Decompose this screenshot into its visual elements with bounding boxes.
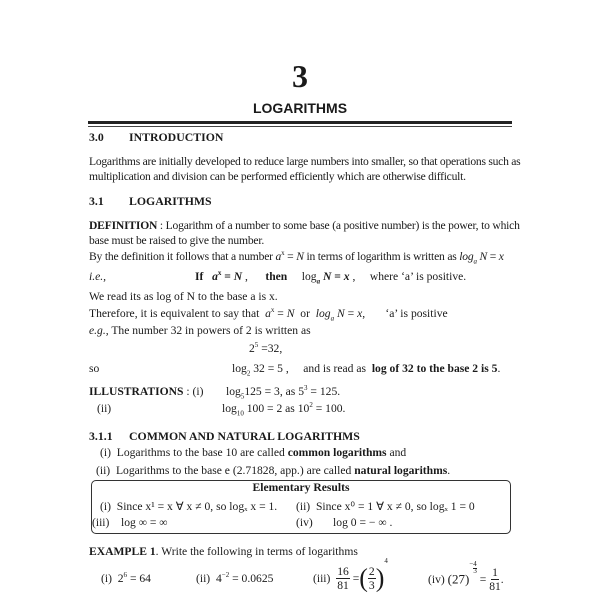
item-text: Logarithms to the base 10 are called xyxy=(116,446,288,459)
if-keyword: If xyxy=(195,270,204,283)
result-text: Since x¹ = x ∀ x ≠ 0, so logₓ x = 1. xyxy=(116,500,278,513)
fraction xyxy=(336,565,350,592)
intro-line-2: multiplication and division can be performed efficiently which are otherwise difficult. xyxy=(89,170,466,183)
item-label: (ii) xyxy=(96,464,111,477)
log-text: log xyxy=(222,402,237,415)
result-text: Since x⁰ = 1 ∀ x ≠ 0, so logₓ 1 = 0 xyxy=(315,500,475,513)
item-label: (ii) xyxy=(196,572,211,585)
item-bold: natural logarithms xyxy=(354,464,448,477)
eq-rhs: =32, xyxy=(258,342,283,355)
item-label: (iv) xyxy=(428,572,445,586)
expr-rest: 100 = 2 as 10 xyxy=(243,402,310,415)
eq-base: 2 xyxy=(249,342,255,355)
exponent-fraction: −4 3 xyxy=(469,560,477,575)
section-number: 3.1 xyxy=(89,194,104,208)
section-number: 3.1.1 xyxy=(89,429,113,443)
result-text: log 0 = − ∞ . xyxy=(333,516,393,529)
definition-line-1 xyxy=(89,219,520,232)
item-bold: common logarithms xyxy=(287,446,387,459)
illustration-i-label: : (i) xyxy=(183,385,204,398)
result-label: (i) xyxy=(100,500,111,513)
where-text: where ‘a’ is positive. xyxy=(369,270,467,283)
read-line: We read its as log of N to the base a is x. xyxy=(89,290,278,303)
item-end: and xyxy=(386,446,407,459)
illustrations-label: ILLUSTRATIONS xyxy=(89,385,184,398)
section-heading-logarithms xyxy=(89,194,212,209)
denominator: 81 xyxy=(489,579,501,593)
rhs: = 0.0625 xyxy=(229,572,274,585)
item-text: Logarithms to the base e (2.71828, app.) are called xyxy=(115,464,355,477)
exponent: 2 xyxy=(309,401,313,410)
period: . xyxy=(497,362,501,375)
eg-line xyxy=(89,324,311,337)
ie-label xyxy=(89,270,106,283)
elementary-results-title: Elementary Results xyxy=(252,481,350,494)
eg-label: e.g., xyxy=(89,324,109,337)
base: (27) xyxy=(447,571,470,587)
section-number: 3.0 xyxy=(89,130,104,144)
numerator: 1 xyxy=(492,565,498,579)
result-label: (iii) xyxy=(92,516,110,529)
section-heading-common-natural xyxy=(89,429,360,444)
therefore-line: Therefore, it is equivalent to say that $a^x = N$ or $\log_a N = x$, ‘a’ is positive xyxy=(89,306,448,323)
exponent: 3 xyxy=(304,384,308,393)
illustration-i-expr xyxy=(226,384,341,401)
then-keyword: then xyxy=(265,270,288,283)
definition-label: DEFINITION xyxy=(89,219,158,232)
eq-exponent: 5 xyxy=(254,341,259,350)
result-ii xyxy=(296,499,475,513)
therefore-text: Therefore, it is equivalent to say that xyxy=(89,307,260,320)
exponent: −2 xyxy=(221,571,230,580)
illustration-ii-label: (ii) xyxy=(97,402,112,415)
fraction xyxy=(489,566,501,593)
section-title: LOGARITHMS xyxy=(129,194,212,208)
illustrations-line-1 xyxy=(89,385,203,398)
inner-fraction xyxy=(368,565,376,592)
read-as-bold: log of 32 to the base 2 is 5 xyxy=(371,362,498,375)
example-1-iii: (iii) $\frac{16}{81}$ =( $\frac{2}{3}$ )$^4$ xyxy=(313,557,388,593)
denominator: 81 xyxy=(337,578,349,592)
header-rule-thin xyxy=(88,126,512,127)
example-text: . Write the following in terms of logarithms xyxy=(155,545,358,558)
numerator: 2 xyxy=(368,564,375,578)
result-iv xyxy=(296,516,392,529)
expr-rest: 125 = 3, as 5 xyxy=(244,385,305,398)
exponent: 6 xyxy=(123,571,128,580)
illustration-ii-expr xyxy=(222,401,346,418)
denominator: 3 xyxy=(368,578,375,592)
header-rule-thick xyxy=(88,121,512,124)
example-1-ii xyxy=(196,572,273,585)
example-1-heading xyxy=(89,545,358,558)
definition-text: : Logarithm of a number to some base (a positive number) is the power, to which xyxy=(157,219,520,232)
result-i xyxy=(100,499,277,513)
so-label: so xyxy=(89,362,100,375)
item-label: (iii) xyxy=(313,571,331,585)
chapter-number: 3 xyxy=(292,58,308,94)
example-1-iv: (iv) (27) −4 3 = $\frac{1}{81}$ . xyxy=(428,560,504,593)
item-end: . xyxy=(447,464,451,477)
a-positive-text: ‘a’ is positive xyxy=(385,307,448,320)
ie-text: i.e., xyxy=(89,270,107,283)
by-definition-mid: in terms of logarithm is written as xyxy=(303,250,460,263)
section-title: COMMON AND NATURAL LOGARITHMS xyxy=(129,429,360,443)
result-label: (iv) xyxy=(296,516,313,529)
log-text: log xyxy=(226,385,241,398)
log-base: 5 xyxy=(240,392,245,401)
eg-text: The number 32 in powers of 2 is written as xyxy=(108,324,311,337)
numerator: 4 xyxy=(473,560,477,568)
by-definition-text: By the definition it follows that a number xyxy=(89,250,276,263)
by-definition-line: By the definition it follows that a number $a^x = N$ in terms of logarithm is written as $\log_a N = x$ xyxy=(89,249,504,266)
expr-end: = 100. xyxy=(312,402,346,415)
if-then-line: If $a^x = N$ , then $\log_a N = x$ , where ‘a’ is positive. xyxy=(195,269,467,286)
item-label: (i) xyxy=(100,446,111,459)
log2-line xyxy=(232,362,501,378)
expr-end: = 125. xyxy=(307,385,341,398)
log-base: 2 xyxy=(246,369,251,378)
exponent: 4 xyxy=(384,557,388,565)
base: 2 xyxy=(117,572,124,585)
denominator: 3 xyxy=(473,567,477,575)
intro-line-1: Logarithms are initially developed to reduce large numbers into smaller, so that operations such as xyxy=(89,155,521,168)
rhs: = 64 xyxy=(127,572,151,585)
section-heading-introduction xyxy=(89,130,223,145)
definition-line-2: base must be raised to give the number. xyxy=(89,234,265,247)
log-base: 10 xyxy=(236,409,244,418)
numerator: 16 xyxy=(337,564,349,578)
common-log-line xyxy=(100,446,406,459)
eq-power xyxy=(249,342,282,355)
chapter-title: LOGARITHMS xyxy=(252,100,348,116)
result-text: log ∞ = ∞ xyxy=(120,516,168,529)
log-rest: 32 = 5 , xyxy=(250,362,289,375)
example-label: EXAMPLE 1 xyxy=(89,545,156,558)
result-label: (ii) xyxy=(296,500,311,513)
section-title: INTRODUCTION xyxy=(129,130,224,144)
or-text: or xyxy=(300,307,310,320)
result-iii xyxy=(92,516,168,529)
example-1-i xyxy=(101,572,151,585)
natural-log-line xyxy=(96,464,450,477)
log-text: log xyxy=(232,362,247,375)
item-label: (i) xyxy=(101,572,112,585)
base: 4 xyxy=(215,572,222,585)
read-as-text: and is read as xyxy=(303,362,367,375)
